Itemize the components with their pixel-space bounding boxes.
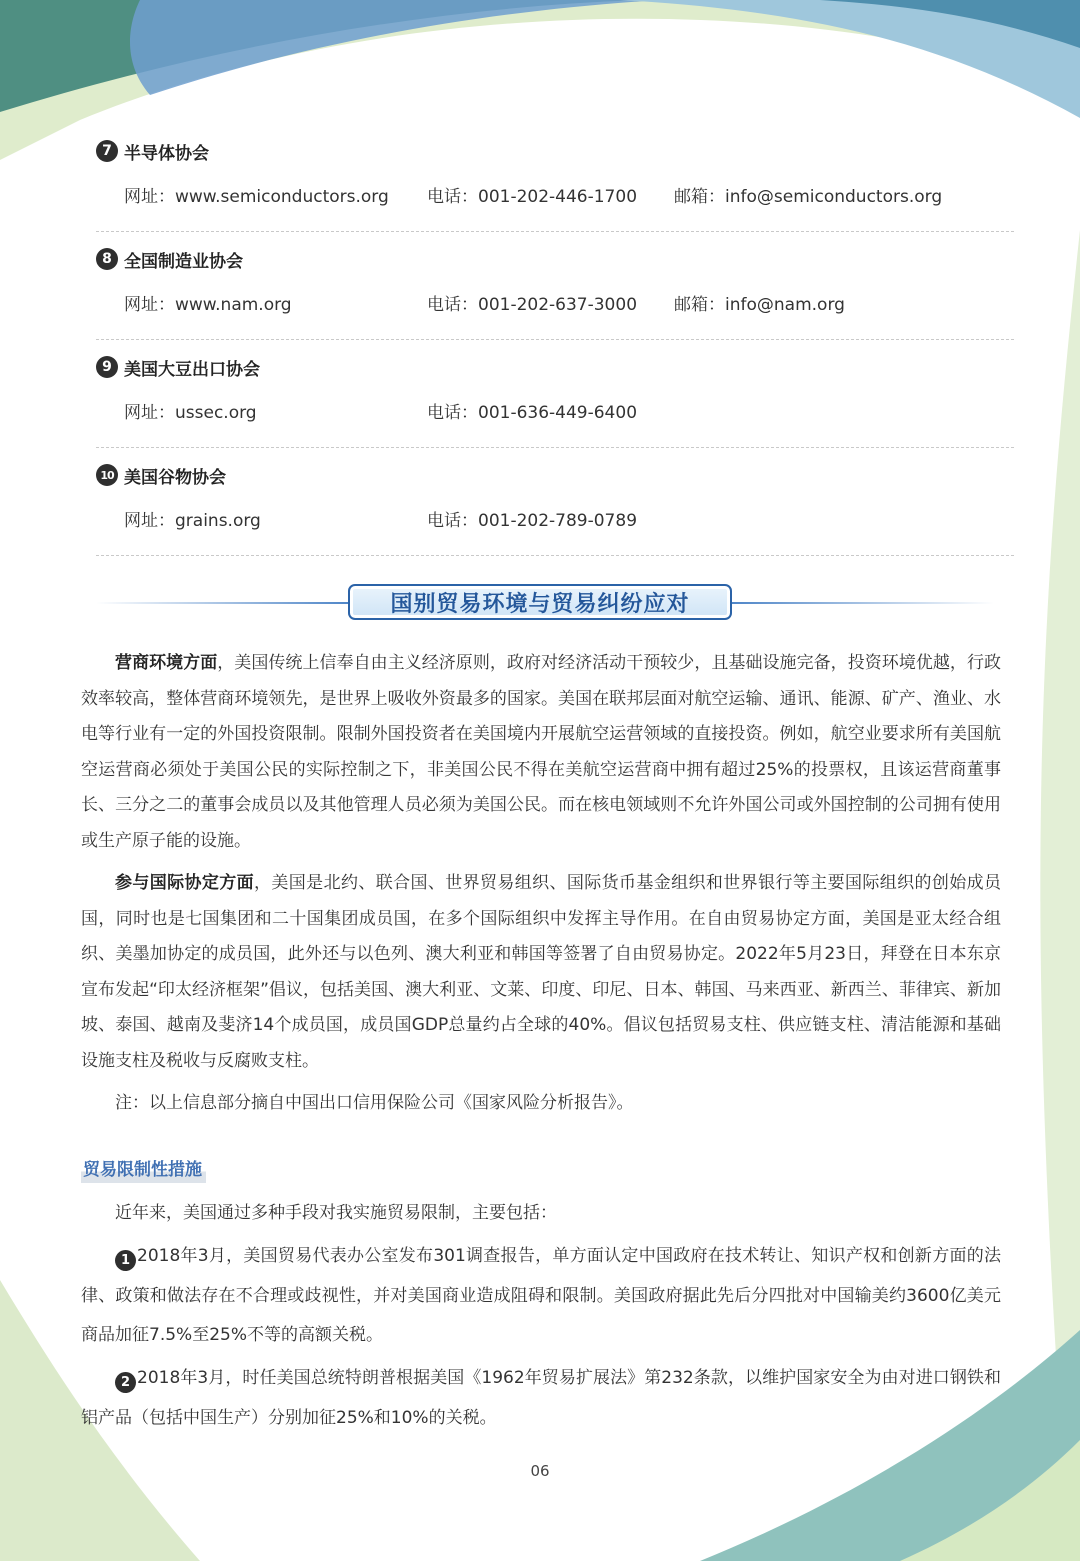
paragraph-lead: 营商环境方面 (115, 653, 218, 673)
restriction-text: 2018年3月，美国贸易代表办公室发布301调查报告，单方面认定中国政府在技术转让、知识产权和创新方面的法律、政策和做法存在不合理或歧视性，并对美国商业造成阻碍和限制。美国政府据此先后分四批对中国输美约3600亿美元商品加征7.5%至25%不等的高额关税。 (81, 1246, 1001, 1345)
contact-semiconductor-association (96, 138, 1016, 208)
org-name: 全国制造业协会 (124, 251, 243, 272)
dashed-divider (96, 339, 1014, 340)
restriction-text: 2018年3月，时任美国总统特朗普根据美国《1962年贸易扩展法》第232条款，以维护国家安全为由对进口钢铁和铝产品（包括中国生产）分别加征25%和10%的关税。 (81, 1368, 1001, 1428)
dashed-divider (96, 447, 1014, 448)
trade-restrictions-intro: 近年来，美国通过多种手段对我实施贸易限制，主要包括： (115, 1203, 557, 1223)
website: 网址：www.nam.org (124, 295, 292, 315)
dashed-divider (96, 555, 1014, 556)
org-name: 半导体协会 (124, 143, 209, 164)
number-badge: 7 (96, 140, 118, 162)
number-badge: 8 (96, 248, 118, 270)
page-number: 06 (530, 1462, 550, 1480)
contact-grains-council (96, 462, 1016, 532)
number-badge: 2 (115, 1372, 136, 1393)
section-line-left (96, 602, 348, 604)
number-badge: 10 (96, 464, 118, 486)
paragraph-text: ，美国是北约、联合国、世界贸易组织、国际货币基金组织和世界银行等主要国际组织的创始成员国，同时也是七国集团和二十国集团成员国，在多个国际组织中发挥主导作用。在自由贸易协定方面，美国是亚太经合组织、美墨加协定的成员国，此外还与以色列、澳大利亚和韩国等签署了自由贸易协定。2022年5月23日，拜登在日本东京宣布发起“印太经济框架”倡议，包括美国、澳大利亚、文莱、印度、印尼、日本、韩国、马来西亚、新西兰、菲律宾、新加坡、泰国、越南及斐济14个成员国，成员国GDP总量约占全球的40%。倡议包括贸易支柱、供应链支柱、清洁能源和基础设施支柱及税收与反腐败支柱。 (81, 873, 1002, 1071)
paragraph-lead: 参与国际协定方面 (115, 873, 255, 893)
website: 网址：www.semiconductors.org (124, 187, 389, 207)
trade-restrictions-heading: 贸易限制性措施 (81, 1157, 206, 1183)
paragraph-international-agreements (81, 866, 1001, 1079)
org-name: 美国谷物协会 (124, 467, 226, 488)
restriction-item-2 (81, 1359, 1001, 1438)
website: 网址：grains.org (124, 511, 261, 531)
contact-national-manufacturers-association (96, 246, 1016, 316)
dashed-divider (96, 231, 1014, 232)
org-name: 美国大豆出口协会 (124, 359, 260, 380)
phone: 电话：001-202-637-3000 (427, 295, 638, 315)
contact-soybean-export-council (96, 354, 1016, 424)
email: 邮箱：info@semiconductors.org (674, 187, 943, 207)
number-badge: 9 (96, 356, 118, 378)
section-title-banner: 国别贸易环境与贸易纠纷应对 (348, 584, 732, 620)
paragraph-note: 注：以上信息部分摘自中国出口信用保险公司《国家风险分析报告》。 (115, 1093, 634, 1113)
paragraph-business-environment (81, 646, 1001, 859)
phone: 电话：001-202-789-0789 (427, 511, 638, 531)
section-line-right (732, 602, 994, 604)
paragraph-text: ，美国传统上信奉自由主义经济原则，政府对经济活动干预较少，且基础设施完备，投资环境优越，行政效率较高，整体营商环境领先，是世界上吸收外资最多的国家。美国在联邦层面对航空运输、通讯、能源、矿产、渔业、水电等行业有一定的外国投资限制。限制外国投资者在美国境内开展航空运营领域的直接投资。例如，航空业要求所有美国航空运营商必须处于美国公民的实际控制之下，非美国公民不得在美航空运营商中拥有超过25%的投票权，且该运营商董事长、三分之二的董事会成员以及其他管理人员必须为美国公民。而在核电领域则不允许外国公司或外国控制的公司拥有使用或生产原子能的设施。 (81, 653, 1002, 851)
number-badge: 1 (115, 1250, 136, 1271)
phone: 电话：001-202-446-1700 (427, 187, 638, 207)
email: 邮箱：info@nam.org (674, 295, 845, 315)
phone: 电话：001-636-449-6400 (427, 403, 638, 423)
website: 网址：ussec.org (124, 403, 257, 423)
restriction-item-1 (81, 1237, 1001, 1356)
